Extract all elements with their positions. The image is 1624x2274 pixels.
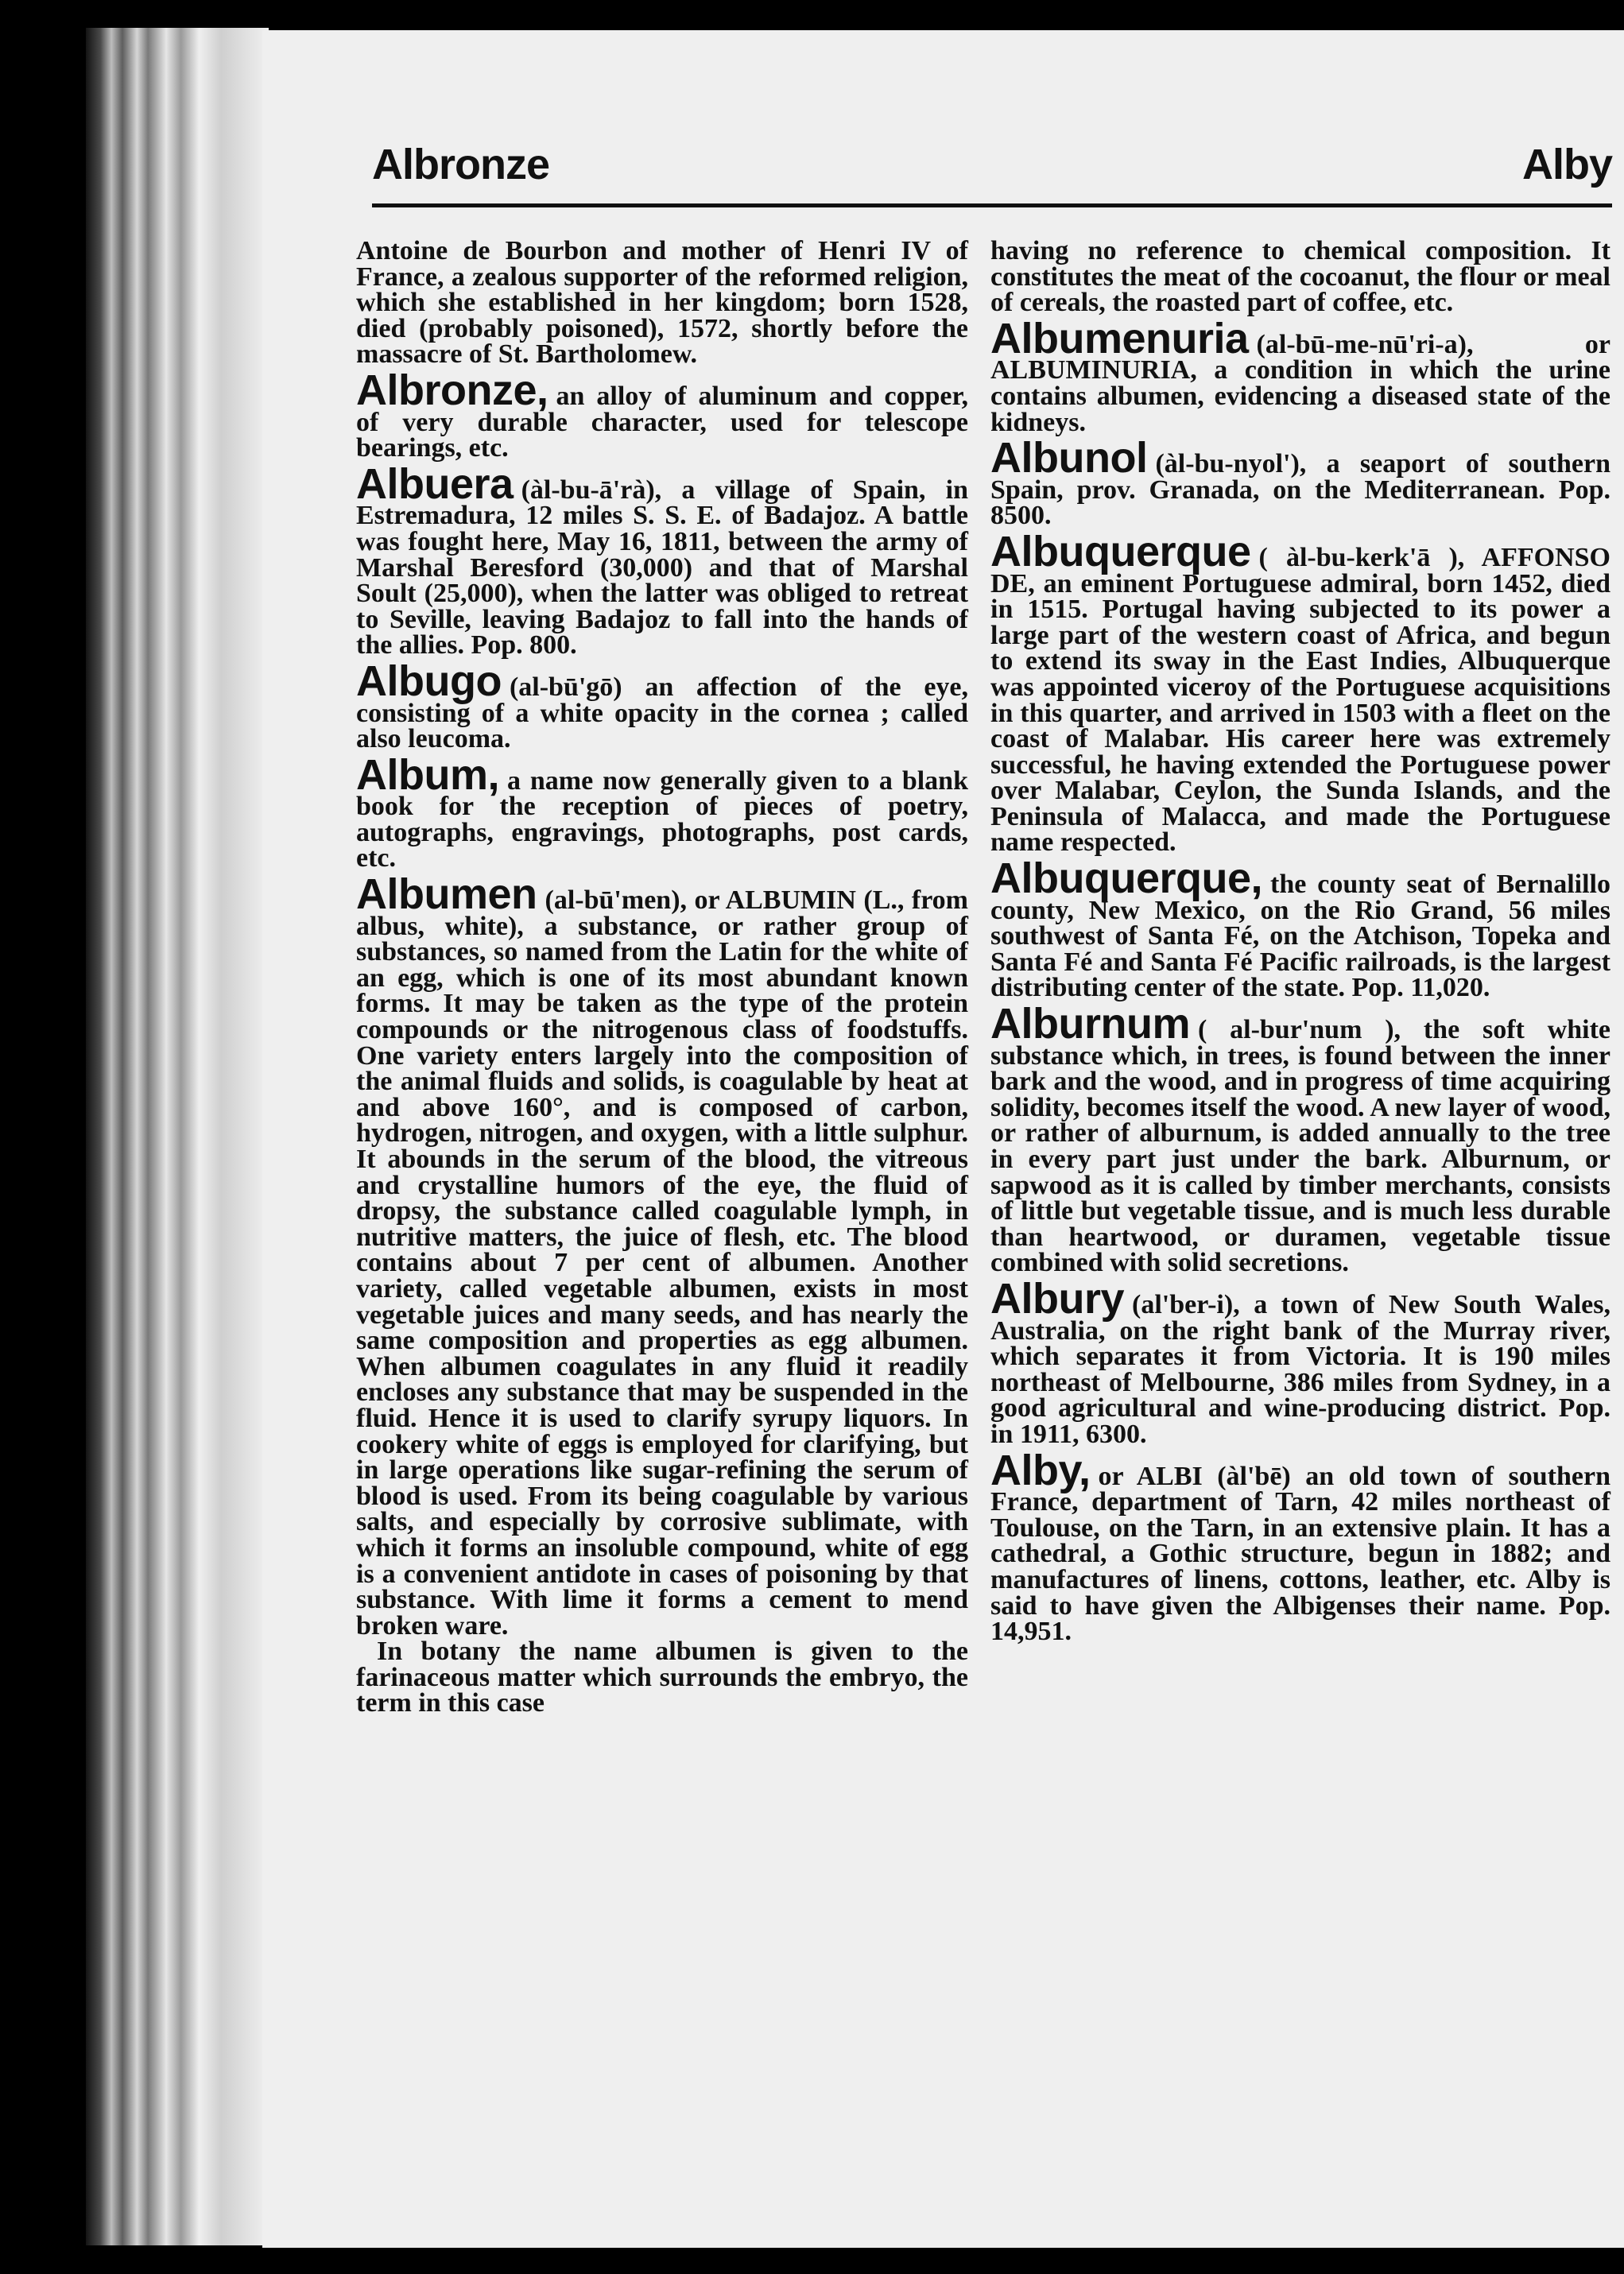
- entry-albronze: [356, 366, 968, 463]
- entry-alburnum: [990, 1000, 1610, 1278]
- entry-album: [356, 750, 968, 874]
- headword: Albunol: [990, 434, 1148, 482]
- entry-text: or ALBI (àl'bē) an old town of southern France, department of Tarn, 42 miles northeast of Toulouse, on the Tarn, in an extensive plain. It has a cathedral, a Gothic structure, begun in 1882; and manufactures of linens, cottons, leather, etc. Alby is said to have given the Albigenses their name. Pop. 14,951.: [990, 1461, 1610, 1647]
- header-right-word: Alby: [1521, 141, 1612, 188]
- entry-continuation: [356, 238, 968, 368]
- entry-text: having no reference to chemical composition. It constitutes the meat of the cocoanut, the flour or meal of cereals, the roasted part of coffee, etc.: [990, 236, 1610, 318]
- entry-albuquerque-city: [990, 854, 1610, 1003]
- headword: Alburnum: [990, 1000, 1190, 1048]
- page: [262, 30, 1624, 2248]
- entry-text: (al-bū-me-nū'ri-a), or ALBUMINURIA, a condition in which the urine contains albumen, evidencing a diseased state of the kidneys.: [990, 329, 1610, 437]
- right-column: [990, 238, 1610, 1645]
- entry-text: In botany the name albumen is given to the farinaceous matter which surrounds the embryo, the term in this case: [356, 1637, 968, 1718]
- headword: Albuquerque,: [990, 854, 1262, 903]
- entry-text: (àl-bu-ā'rà), a village of Spain, in Estremadura, 12 miles S. S. E. of Badajoz. A battle was fought here, May 16, 1811, between the army of Marshal Beresford (30,000) and that of Marshal Soult (25,000), when the latter was obliged to retreat to Seville, leaving Badajoz to fall into the hands of the allies. Pop. 800.: [356, 475, 968, 661]
- entry-text: ( àl-bu-kerk'ā ), AFFONSO DE, an eminent Portuguese admiral, born 1452, died in 1515. Portugal having subjected to its power a large part of the western coast of Africa, and begun to extend its sway in the East Indies, Albuquerque was appointed viceroy of the Portuguese acquisitions in this quarter, and arrived in 1503 with a fleet on the coast of Malabar. His career here was extremely successful, he having extended the Portuguese power over Malabar, Ceylon, the Sunda Islands, and the Peninsula of Malacca, and made the Portuguese name respected.: [990, 542, 1610, 858]
- entry-text: a name now generally given to a blank book for the reception of pieces of poetry, autographs, engravings, photographs, post cards, etc.: [356, 765, 968, 874]
- entry-albuquerque-admiral: [990, 527, 1610, 858]
- entry-albunol: [990, 434, 1610, 531]
- book-page-edges: [86, 28, 269, 2245]
- entry-alby: [990, 1446, 1610, 1647]
- headword: Albugo: [356, 657, 502, 705]
- header-rule: [372, 203, 1612, 207]
- headword: Albumenuria: [990, 314, 1249, 362]
- headword: Albuquerque: [990, 527, 1251, 575]
- entry-albumen-botany: [356, 1639, 968, 1717]
- entry-text: (al-bū'gō) an affection of the eye, consisting of a white opacity in the cornea ; called also leucoma.: [356, 672, 968, 754]
- entry-albumen: [356, 870, 968, 1641]
- entry-text: (àl-bu-nyol'), a seaport of southern Spain, prov. Granada, on the Mediterranean. Pop. 8500.: [990, 449, 1610, 531]
- headword: Albumen: [356, 870, 537, 919]
- entry-albury: [990, 1274, 1610, 1449]
- entry-text: (al'ber-i), a town of New South Wales, Australia, on the right bank of the Murray river, which separates it from Victoria. It is 190 miles northeast of Melbourne, 386 miles from Sydney, in a good agricultural and wine-producing district. Pop. in 1911, 6300.: [990, 1289, 1610, 1449]
- header-left-word: Albronze: [372, 141, 550, 188]
- headword: Albuera: [356, 459, 514, 508]
- entry-albuera: [356, 459, 968, 661]
- entry-continuation: [990, 238, 1610, 316]
- entry-albugo: [356, 657, 968, 754]
- entry-text: an alloy of aluminum and copper, of very durable character, used for telescope bearings, etc.: [356, 381, 968, 463]
- entry-text: (al-bū'men), or ALBUMIN (L., from albus, white), a substance, or rather group of substances, so named from the Latin for the white of an egg, which is one of its most abundant known forms. It may be taken as the type of the protein compounds or the nitrogenous class of foodstuffs. One variety enters largely into the composition of the animal fluids and solids, is coagulable by heat at and above 160°, and is composed of carbon, hydrogen, nitrogen, and oxygen, with a little sulphur. It abounds in the serum of the blood, the vitreous and crystalline humors of the eye, the fluid of dropsy, the substance called coagulable lymph, in nutritive matters, the juice of flesh, etc. The blood contains about 7 per cent of albumen. Another variety, called vegetable albumen, exists in most vegetable juices and many seeds, and has nearly the same composition and properties as egg albumen. When albumen coagulates in any fluid it readily encloses any substance that may be suspended in the fluid. Hence it is used to clarify syrupy liquors. In cookery white of eggs is employed for clarifying, but in large operations like sugar-refining the serum of blood is used. From its being coagulable by various salts, and especially by corrosive sublimate, with which it forms an insoluble compound, white of egg is a convenient antidote in cases of poisoning by that substance. With lime it forms a cement to mend broken ware.: [356, 885, 968, 1641]
- headword: Alby,: [990, 1446, 1091, 1494]
- headword: Albronze,: [356, 366, 548, 414]
- entry-albumenuria: [990, 314, 1610, 437]
- running-header: [372, 110, 1612, 205]
- entry-text: the county seat of Bernalillo county, New Mexico, on the Rio Grand, 56 miles southwest of Santa Fé, on the Atchison, Topeka and Santa Fé and Santa Fé Pacific railroads, is the largest distributing center of the state. Pop. 11,020.: [990, 870, 1610, 1003]
- headword: Album,: [356, 750, 499, 799]
- headword: Albury: [990, 1274, 1125, 1323]
- entry-text: ( al-bur'num ), the soft white substance which, in trees, is found between the inner bark and the wood, and in progress of time acquiring solidity, becomes itself the wood. A new layer of wood, or rather of alburnum, is added annually to the tree in every part just under the bark. Alburnum, or sapwood as it is called by timber merchants, consists of little but vegetable tissue, and is much less durable than heartwood, or duramen, vegetable tissue combined with solid secretions.: [990, 1015, 1610, 1278]
- left-column: [356, 238, 968, 1717]
- entry-text: Antoine de Bourbon and mother of Henri IV of France, a zealous supporter of the reformed religion, which she established in her kingdom; born 1528, died (probably poisoned), 1572, shortly before the massacre of St. Bartholomew.: [356, 236, 968, 370]
